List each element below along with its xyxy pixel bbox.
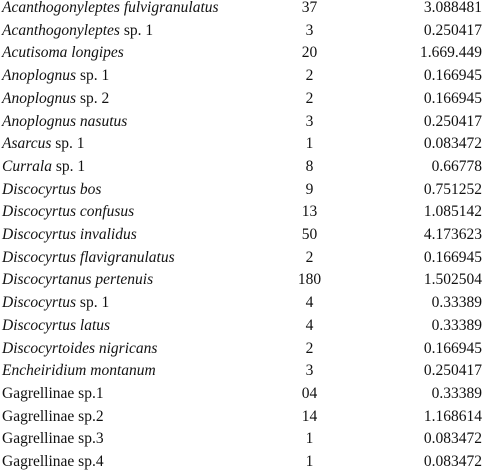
species-name-suffix: sp. 1	[51, 157, 86, 175]
table-row	[0, 156, 476, 179]
value-text: 0.33389	[431, 316, 482, 334]
count-cell: 2	[305, 248, 314, 266]
table-row	[0, 247, 476, 270]
species-name-cell	[0, 42, 252, 65]
table-row	[0, 383, 476, 406]
value-cell	[367, 383, 482, 406]
value-cell	[367, 406, 482, 429]
species-name: Discocyrtus bos	[2, 180, 102, 198]
species-name-cell	[0, 156, 252, 179]
value-cell	[367, 111, 482, 134]
species-name-cell	[0, 224, 252, 247]
value-text: 0.083472	[423, 430, 482, 448]
species-name-cell	[0, 428, 252, 451]
count-cell: 3	[305, 21, 314, 39]
species-name-suffix: sp. 1	[119, 21, 154, 39]
value-text: 0.250417	[423, 112, 482, 130]
species-name: Gagrellinae sp.1	[2, 384, 104, 402]
count-cell: 9	[305, 180, 314, 198]
table-row	[0, 0, 476, 20]
species-name-cell	[0, 88, 252, 111]
species-name: Anoplognus	[2, 67, 77, 85]
count-cell: 1	[305, 453, 314, 471]
value-cell	[367, 179, 482, 202]
species-name-suffix: sp. 2	[76, 89, 110, 107]
species-name-cell	[0, 0, 252, 20]
species-name-cell	[0, 111, 252, 134]
table-row	[0, 451, 476, 474]
species-name-cell	[0, 360, 252, 383]
value-cell	[367, 247, 482, 270]
species-name: Discocyrtoides nigricans	[2, 339, 158, 357]
table-row	[0, 338, 476, 361]
species-name-cell	[0, 133, 252, 156]
species-name: Gagrellinae sp.2	[2, 407, 104, 425]
value-text: 4.173623	[423, 226, 482, 244]
table-row	[0, 406, 476, 429]
value-cell	[367, 451, 482, 474]
value-cell	[367, 133, 482, 156]
count-cell: 4	[305, 316, 314, 334]
value-cell	[367, 292, 482, 315]
table-row	[0, 111, 476, 134]
value-text: 0.33389	[431, 384, 482, 402]
value-cell	[367, 156, 482, 179]
value-text: 0.66778	[431, 157, 482, 175]
table-row	[0, 20, 476, 43]
species-name-cell	[0, 292, 252, 315]
species-name-cell	[0, 20, 252, 43]
value-text: 1.168614	[423, 407, 482, 425]
species-name-cell	[0, 269, 252, 292]
count-cell: 04	[301, 384, 318, 402]
species-name: Discocyrtus	[2, 294, 77, 312]
value-text: 1.502504	[423, 271, 482, 289]
count-cell: 3	[305, 362, 314, 380]
species-name-cell	[0, 179, 252, 202]
count-cell: 1	[305, 135, 314, 153]
table-row	[0, 179, 476, 202]
value-cell	[367, 20, 482, 43]
count-cell: 50	[301, 226, 318, 244]
species-name-cell	[0, 201, 252, 224]
count-cell: 20	[301, 44, 318, 62]
value-cell	[367, 65, 482, 88]
value-cell	[367, 0, 482, 20]
value-text: 1.085142	[423, 203, 482, 221]
table-row	[0, 65, 476, 88]
species-name: Currala	[2, 157, 52, 175]
species-name: Encheiridium montanum	[2, 362, 156, 380]
count-cell: 13	[301, 203, 318, 221]
species-name: Acutisoma longipes	[2, 44, 124, 62]
value-text: 0.166945	[423, 339, 482, 357]
species-name: Anoplognus nasutus	[2, 112, 128, 130]
count-cell: 2	[305, 67, 314, 85]
table-row	[0, 42, 476, 65]
value-cell	[367, 201, 482, 224]
species-name-cell	[0, 383, 252, 406]
count-cell: 3	[305, 112, 314, 130]
table-row	[0, 292, 476, 315]
table-row	[0, 201, 476, 224]
value-cell	[367, 338, 482, 361]
species-name: Gagrellinae sp.4	[2, 453, 104, 471]
species-name: Acanthogonyleptes	[2, 21, 120, 39]
count-cell: 14	[301, 407, 318, 425]
species-name-cell	[0, 65, 252, 88]
value-text: 0.083472	[423, 135, 482, 153]
value-text: 0.166945	[423, 67, 482, 85]
species-name-cell	[0, 315, 252, 338]
value-text: 0.083472	[423, 453, 482, 471]
count-cell: 1	[305, 430, 314, 448]
species-name: Acanthogonyleptes fulvigranulatus	[2, 0, 219, 16]
species-name-cell	[0, 451, 252, 474]
count-cell: 37	[301, 0, 318, 16]
table-row	[0, 269, 476, 292]
value-cell	[367, 428, 482, 451]
species-name: Discocyrtus flavigranulatus	[2, 248, 175, 266]
count-cell: 2	[305, 89, 314, 107]
value-cell	[367, 88, 482, 111]
value-text: 0.250417	[423, 362, 482, 380]
value-text: 1.669.449	[420, 44, 482, 62]
species-name: Anoplognus	[2, 89, 77, 107]
species-name-suffix: sp. 1	[51, 135, 85, 153]
value-text: 0.250417	[423, 21, 482, 39]
value-text: 0.166945	[423, 89, 482, 107]
count-cell: 2	[305, 339, 314, 357]
value-text: 0.751252	[423, 180, 482, 198]
value-cell	[367, 42, 482, 65]
table-row	[0, 133, 476, 156]
table-row	[0, 360, 476, 383]
species-name-cell	[0, 247, 252, 270]
value-cell	[367, 269, 482, 292]
count-cell: 4	[305, 294, 314, 312]
species-name: Gagrellinae sp.3	[2, 430, 104, 448]
table-row	[0, 224, 476, 247]
table-row	[0, 88, 476, 111]
value-text: 3.088481	[423, 0, 482, 16]
species-name-suffix: sp. 1	[76, 294, 110, 312]
table-row	[0, 428, 476, 451]
count-cell: 8	[305, 157, 314, 175]
count-cell: 180	[297, 271, 322, 289]
species-name: Discocyrtanus pertenuis	[2, 271, 154, 289]
table-row	[0, 315, 476, 338]
value-text: 0.166945	[423, 248, 482, 266]
species-name-cell	[0, 406, 252, 429]
species-name: Discocyrtus invalidus	[2, 226, 137, 244]
species-name: Asarcus	[2, 135, 52, 153]
species-name: Discocyrtus latus	[2, 316, 111, 334]
species-name-cell	[0, 338, 252, 361]
species-name: Discocyrtus confusus	[2, 203, 135, 221]
value-cell	[367, 224, 482, 247]
species-name-suffix: sp. 1	[76, 67, 110, 85]
value-cell	[367, 315, 482, 338]
value-text: 0.33389	[431, 294, 482, 312]
value-cell	[367, 360, 482, 383]
